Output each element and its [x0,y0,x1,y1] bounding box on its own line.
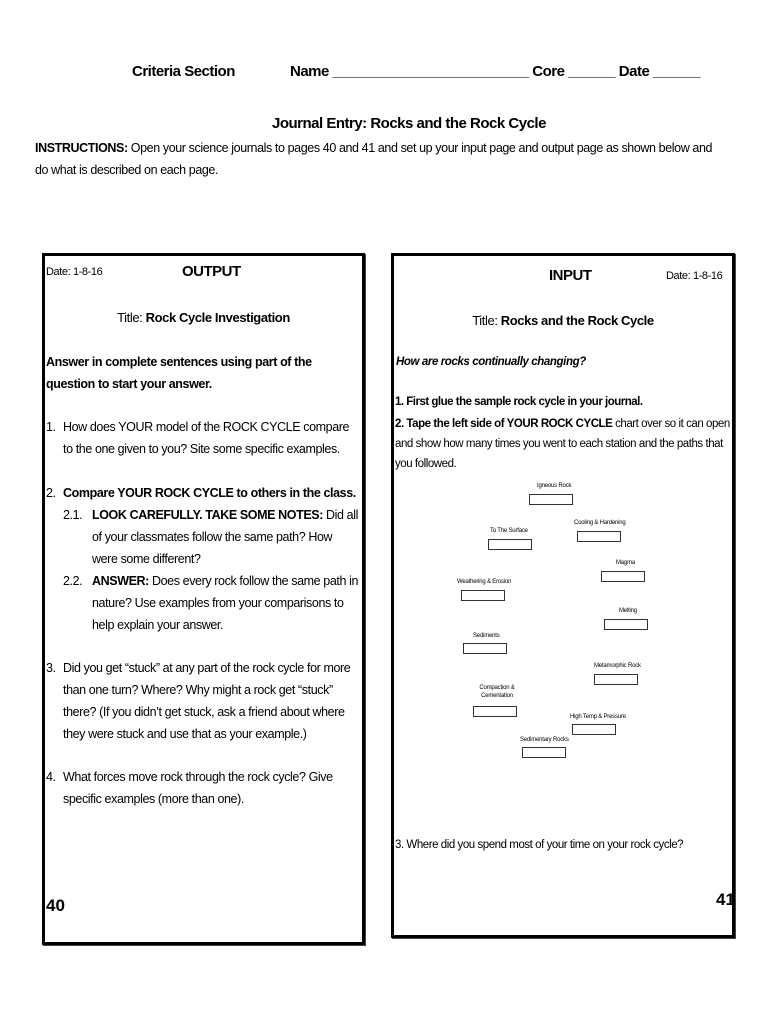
input-page [391,253,735,938]
instructions [35,137,725,181]
input-step-3: 3. Where did you spend most of your time on your rock cycle? [395,839,684,851]
output-date: Date: 1-8-16 [46,266,103,278]
q22-bold: ANSWER: [92,574,149,588]
sediments-box [463,643,507,654]
q1-number: 1. [46,420,56,434]
step2-text: chart over so it can open and show how many times you went to each station and the paths that you followed. [395,418,730,470]
name-core-date-line: Name _________________________ Core ______ Date ______ [290,63,701,80]
q3-text: Did you get “stuck” at any part of the rock cycle for more than one turn? Where? Why might a rock get “stuck” there? (If you didn’t get stuck, ask a friend about where they were stuck and use that as your example.) [63,661,351,741]
instructions-text: Open your science journals to pages 40 and 41 and set up your input page and output page as shown below and do what is described on each page. [35,141,713,177]
surface-box [488,539,532,550]
q21-bold: LOOK CAREFULLY. TAKE SOME NOTES: [92,508,323,522]
instructions-label: INSTRUCTIONS: [35,141,128,155]
journal-entry-title: Journal Entry: Rocks and the Rock Cycle [272,115,546,132]
weathering-box [461,590,505,601]
melting-label: Melting [619,608,637,614]
sediments-label: Sediments [473,633,500,639]
output-heading: OUTPUT [182,263,241,280]
output-prompt: Answer in complete sentences using part of the question to start your answer. [46,355,312,391]
metamorphic-label: Metamorphic Rock [594,663,641,669]
magma-box [601,571,645,582]
surface-label: To The Surface [490,528,528,534]
input-step-1: 1. First glue the sample rock cycle in your journal. [395,396,643,408]
q22-text [92,570,359,636]
q4-number: 4. [46,770,56,784]
igneous-box [529,494,573,505]
igneous-label: Igneous Rock [537,483,572,489]
weathering-label: Weathering & Erosion [457,579,512,585]
output-question-2-2 [63,570,359,636]
q2-number: 2. [46,486,56,500]
cooling-box [577,531,621,542]
hightemp-box [572,724,616,735]
input-date: Date: 1-8-16 [666,270,723,282]
step2-bold: 2. Tape the left side of YOUR ROCK CYCLE [395,418,613,430]
q21-text [92,504,359,570]
input-title [394,313,732,328]
input-heading: INPUT [549,267,592,284]
q2-text: Compare YOUR ROCK CYCLE to others in the class. [63,486,356,500]
q1-text: How does YOUR model of the ROCK CYCLE compare to the one given to you? Site some specific examples. [63,420,350,456]
q4-text: What forces move rock through the rock cycle? Give specific examples (more than one). [63,770,333,806]
output-question-2 [46,482,358,504]
q22-number: 2.2. [63,574,83,588]
q3-number: 3. [46,661,56,675]
sedimentary-box [522,747,566,758]
q21-number: 2.1. [63,508,83,522]
cooling-label: Cooling & Hardening [574,520,626,526]
criteria-section-label: Criteria Section [132,63,235,80]
sedimentary-label: Sedimentary Rocks [520,737,569,743]
output-title-value: Rock Cycle Investigation [145,310,290,325]
input-title-value: Rocks and the Rock Cycle [500,313,654,328]
output-title [45,310,362,325]
output-question-1 [46,416,358,460]
compaction-box [473,706,517,717]
output-page [42,253,365,945]
output-question-2-1 [63,504,359,570]
output-page-number: 40 [46,896,65,915]
input-step-2 [395,414,731,474]
output-title-label: Title: [117,310,146,325]
input-question: How are rocks continually changing? [396,356,586,368]
q22-body: Does every rock follow the same path in nature? Use examples from your comparisons to help explain your answer. [92,574,359,632]
q21-body: Did all of your classmates follow the same path? How were some different? [92,508,358,566]
compaction-label: Compaction & Cementation [479,685,515,699]
hightemp-label: High Temp & Pressure [570,714,626,720]
melting-box [604,619,648,630]
magma-label: Magma [616,560,636,566]
input-page-number: 41 [716,890,735,909]
output-question-3 [46,657,360,745]
metamorphic-box [594,674,638,685]
input-title-label: Title: [472,313,501,328]
rock-cycle-diagram [444,476,714,766]
output-question-4 [46,766,358,810]
